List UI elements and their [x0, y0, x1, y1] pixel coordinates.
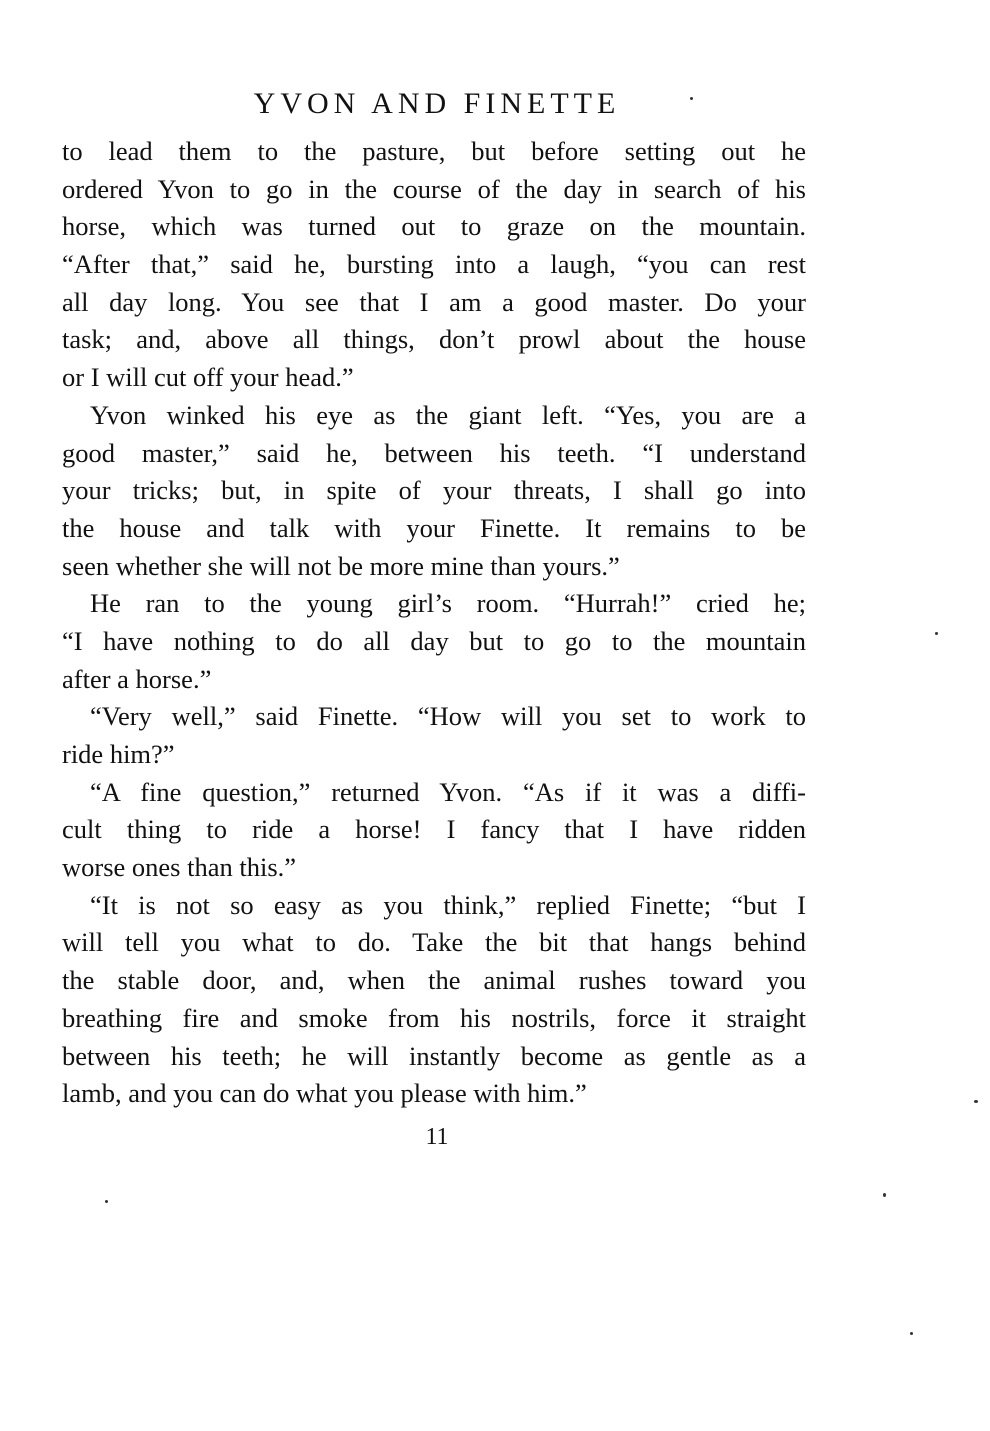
text-line: He ran to the young girl’s room. “Hurrah!” cried he;	[90, 588, 806, 619]
text-line: good master,” said he, between his teeth. “I understand	[62, 437, 806, 468]
text-line: to lead them to the pasture, but before setting out he	[62, 136, 806, 166]
running-head: YVON AND FINETTE	[253, 87, 621, 120]
text-line: “Very well,” said Finette. “How will you set to work to	[90, 701, 806, 732]
scan-speck	[935, 632, 938, 635]
scan-speck	[883, 1193, 886, 1197]
scan-speck	[105, 1200, 108, 1203]
text-line: or I will cut off your head.”	[62, 362, 354, 393]
text-line: worse ones than this.”	[62, 852, 297, 883]
scan-speck	[690, 97, 693, 100]
text-line: seen whether she will not be more mine than yours.”	[62, 550, 620, 581]
text-line: ordered Yvon to go in the course of the day in search of his	[62, 173, 806, 204]
text-line: lamb, and you can do what you please with him.”	[62, 1078, 587, 1109]
body-text	[62, 133, 806, 1113]
scan-speck	[974, 1100, 978, 1103]
text-line: the house and talk with your Finette. It remains to be	[62, 512, 806, 543]
text-line: “I have nothing to do all day but to go to the mountain	[62, 625, 806, 656]
scan-speck	[910, 1332, 913, 1335]
text-line: “After that,” said he, bursting into a laugh, “you can rest	[62, 249, 806, 280]
text-line: task; and, above all things, don’t prowl about the house	[62, 324, 806, 355]
text-line: all day long. You see that I am a good master. Do your	[62, 286, 806, 317]
text-line: “It is not so easy as you think,” replied Finette; “but I	[90, 889, 806, 920]
page-number: 11	[425, 1124, 449, 1150]
text-line: “A fine question,” returned Yvon. “As if it was a diffi-	[90, 776, 806, 807]
text-line: ride him?”	[62, 739, 175, 769]
text-line: will tell you what to do. Take the bit that hangs behind	[62, 927, 806, 958]
text-line: between his teeth; he will instantly become as gentle as a	[62, 1040, 806, 1071]
text-line: breathing fire and smoke from his nostrils, force it straight	[62, 1002, 806, 1033]
text-line: Yvon winked his eye as the giant left. “Yes, you are a	[90, 399, 806, 430]
text-line: after a horse.”	[62, 663, 212, 694]
text-line: horse, which was turned out to graze on the mountain.	[62, 211, 806, 242]
text-line: the stable door, and, when the animal rushes toward you	[62, 965, 806, 996]
text-line: cult thing to ride a horse! I fancy that I have ridden	[62, 814, 806, 845]
text-line: your tricks; but, in spite of your threats, I shall go into	[62, 475, 806, 506]
